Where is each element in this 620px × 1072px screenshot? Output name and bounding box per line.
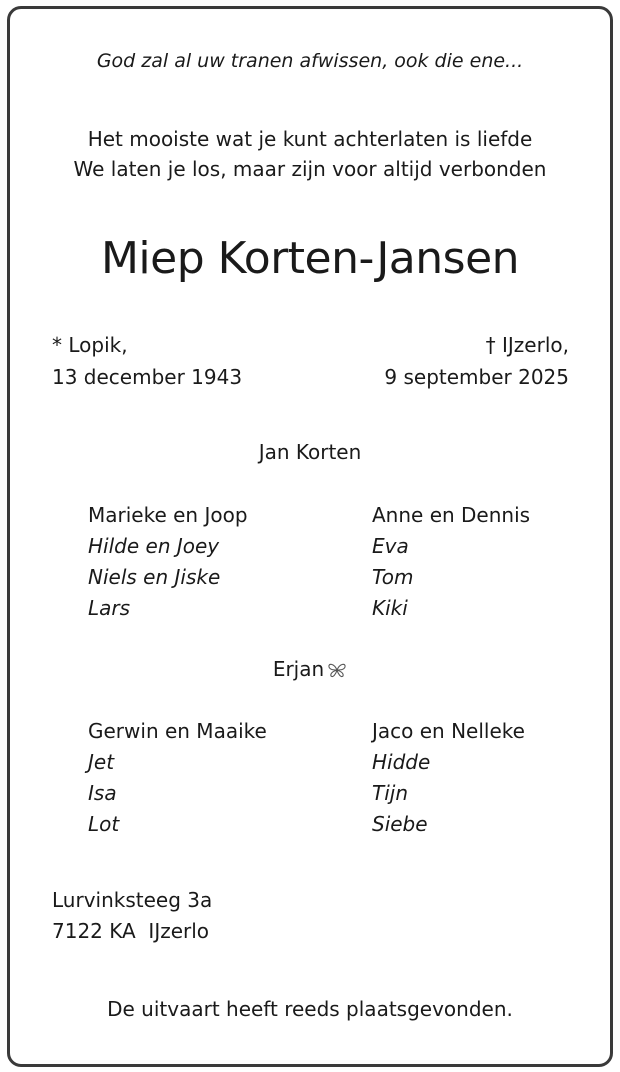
family-1-right-2: Tom [372,565,414,589]
family-1-right-1: Eva [372,534,409,558]
family-2-left-3: Lot [88,812,120,836]
family-2-right-1: Hidde [372,750,431,774]
verse-line-1: Het mooiste wat je kunt achterlaten is liefde [87,127,533,151]
family-2-right-0: Jaco en Nelleke [372,719,525,743]
death-place: † IJzerlo, [485,333,569,357]
family-2-right-2: Tijn [372,781,409,805]
family-2-left-2: Isa [88,781,117,805]
deceased-name: Miep Korten-Jansen [100,233,520,284]
deceased-child [0,657,620,683]
birth-date: 13 december 1943 [52,365,243,389]
family-1-left-0: Marieke en Joop [88,503,248,527]
family-1-left-3: Lars [88,596,131,620]
family-2-left-1: Jet [88,750,115,774]
family-1-right-3: Kiki [372,596,408,620]
footer-note: De uitvaart heeft reeds plaatsgevonden. [107,997,513,1021]
butterfly-icon [327,659,347,683]
family-2-left-0: Gerwin en Maaike [88,719,267,743]
family-1-left-2: Niels en Jiske [88,565,221,589]
death-date: 9 september 2025 [384,365,569,389]
deceased-child-name: Erjan [272,657,325,681]
birth-place: * Lopik, [52,333,128,357]
motto: God zal al uw tranen afwissen, ook die ene... [96,50,524,72]
family-1-right-0: Anne en Dennis [372,503,531,527]
family-2-right-3: Siebe [372,812,428,836]
address-postal: 7122 KA IJzerlo [52,919,210,943]
spouse-name: Jan Korten [258,440,362,464]
family-1-left-1: Hilde en Joey [88,534,220,558]
address-street: Lurvinksteeg 3a [52,888,213,912]
verse-line-2: We laten je los, maar zijn voor altijd verbonden [73,157,547,181]
